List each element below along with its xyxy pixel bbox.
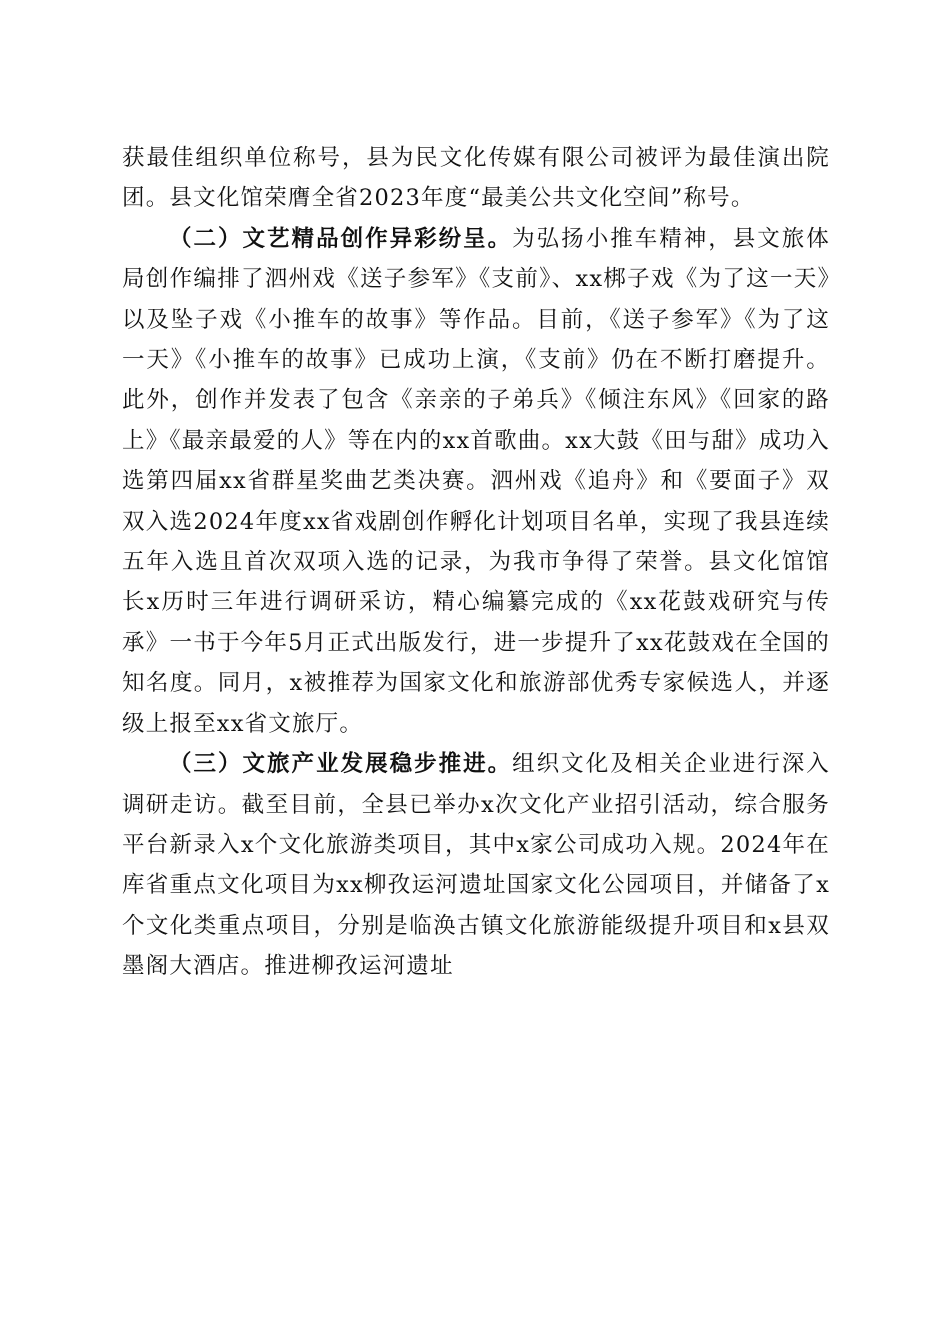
paragraph-text: 获最佳组织单位称号，县为民文化传媒有限公司被评为最佳演出院团。县文化馆荣膺全省2023年度“最美公共文化空间”称号。 xyxy=(122,145,830,212)
paragraph-continuation xyxy=(122,138,830,219)
section-heading-two: （二）文艺精品创作异彩纷呈。 xyxy=(169,225,513,252)
paragraph-section-three xyxy=(122,744,830,986)
paragraph-section-two xyxy=(122,219,830,744)
paragraph-text: 组织文化及相关企业进行深入调研走访。截至目前，全县已举办x次文化产业招引活动，综合服务平台新录入x个文化旅游类项目，其中x家公司成功入规。2024年在库省重点文化项目为xx柳孜运河遗址国家文化公园项目，并储备了x个文化类重点项目，分别是临涣古镇文化旅游能级提升项目和x县双墨阁大酒店。推进柳孜运河遗址 xyxy=(122,751,830,980)
paragraph-text: 为弘扬小推车精神，县文旅体局创作编排了泗州戏《送子参军》《支前》、xx梆子戏《为了这一天》以及坠子戏《小推车的故事》等作品。目前，《送子参军》《为了这一天》《小推车的故事》已成功上演，《支前》仍在不断打磨提升。此外，创作并发表了包含《亲亲的子弟兵》《倾注东风》《回家的路上》《最亲最爱的人》等在内的xx首歌曲。xx大鼓《田与甜》成功入选第四届xx省群星奖曲艺类决赛。泗州戏《追舟》和《要面子》双双入选2024年度xx省戏剧创作孵化计划项目名单，实现了我县连续五年入选且首次双项入选的记录，为我市争得了荣誉。县文化馆馆长x历时三年进行调研采访，精心编纂完成的《xx花鼓戏研究与传承》一书于今年5月正式出版发行，进一步提升了xx花鼓戏在全国的知名度。同月，x被推荐为国家文化和旅游部优秀专家候选人，并逐级上报至xx省文旅厅。 xyxy=(122,225,830,737)
section-heading-three: （三）文旅产业发展稳步推进。 xyxy=(169,751,513,778)
